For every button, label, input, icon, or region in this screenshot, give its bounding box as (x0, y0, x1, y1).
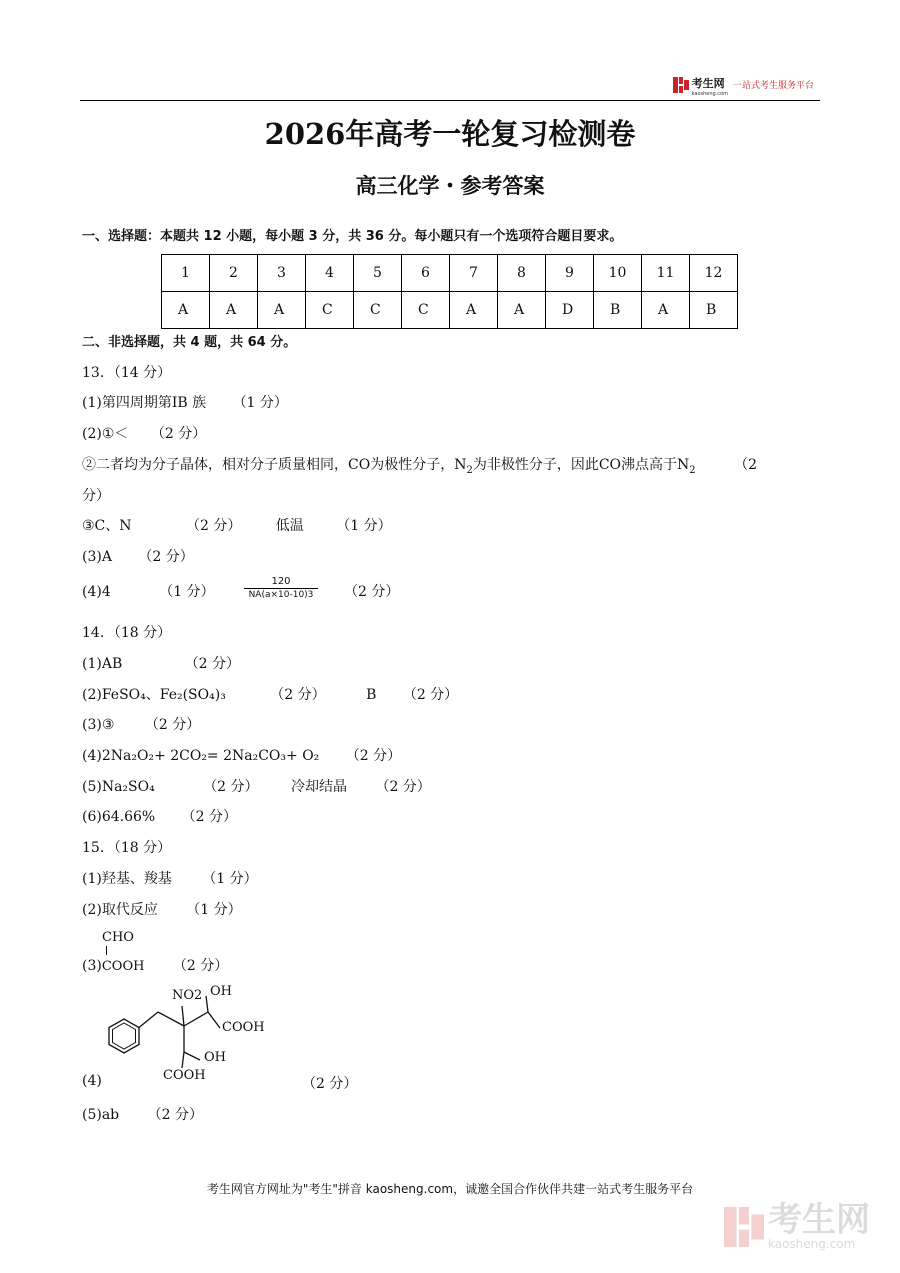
table-cell: 9 (546, 255, 594, 292)
table-cell: 5 (354, 255, 402, 292)
q15-line-1 (82, 868, 258, 888)
answer-text: (5)Na₂SO₄ (82, 779, 155, 795)
table-cell: C (402, 292, 450, 329)
q14-line-1 (82, 653, 240, 673)
watermark-logo-icon (724, 1205, 764, 1249)
score-text: （1 分） (159, 584, 215, 600)
score-text: （2 分） (147, 1107, 203, 1123)
answer-text: 为非极性分子，因此CO沸点高于N (472, 457, 690, 473)
structure-label-no2: NO2 (172, 988, 203, 1003)
score-text: （2 分） (344, 584, 400, 600)
score-text: （2 分） (185, 518, 242, 534)
table-cell: 6 (402, 255, 450, 292)
score-text: （2 分） (345, 748, 402, 764)
answer-text: (5)ab (82, 1107, 120, 1123)
table-cell: 11 (642, 255, 690, 292)
table-cell: 1 (162, 255, 210, 292)
answer-text: ③C、N (82, 518, 132, 534)
structure-label-oh: OH (210, 984, 232, 999)
glyoxylic-cooh: COOH (101, 959, 145, 974)
score-text: （2 分） (375, 779, 431, 795)
watermark-name: 考生网 (768, 1200, 870, 1240)
q13-line-3-cont: 分） (82, 488, 110, 504)
density-fraction (244, 576, 318, 600)
answer-text: (6)64.66% (82, 809, 156, 825)
answer-text: (2)FeSO₄、Fe₂(SO₄)₃ (82, 687, 226, 703)
score-text: （2 分） (144, 717, 201, 733)
fraction-denominator: NA(a×10-10)3 (248, 590, 314, 600)
table-cell: 3 (258, 255, 306, 292)
table-cell: 4 (306, 255, 354, 292)
answer-text: (3) (82, 958, 102, 974)
q14-line-3 (82, 714, 200, 734)
logo-domain: kaosheng.com (691, 91, 728, 97)
table-cell: A (642, 292, 690, 329)
q15-heading: 15．（18 分） (82, 840, 172, 856)
fraction-numerator: 120 (244, 576, 318, 589)
table-cell: A (162, 292, 210, 329)
answer-text: 低温 (275, 518, 304, 534)
page-footer: 考生网官方网址为"考生"拼音 kaosheng.com，诚邀全国合作伙伴共建一站式考生服务平台 (206, 1182, 694, 1196)
section-two-heading: 二、非选择题，共 4 题，共 64 分。 (82, 335, 297, 350)
table-cell: 8 (498, 255, 546, 292)
q14-heading: 14．（18 分） (82, 625, 172, 641)
table-cell: A (450, 292, 498, 329)
q13-line-4 (82, 515, 392, 535)
q15-line-4: (4) (82, 1073, 102, 1089)
score-text: （1 分） (232, 395, 288, 411)
answer-text: (4)2Na₂O₂+ 2CO₂= 2Na₂CO₃+ O₂ (82, 748, 320, 764)
section-one-heading: 一、选择题：本题共 12 小题，每小题 3 分，共 36 分。每小题只有一个选项符合题目要求。 (82, 229, 623, 244)
q15-line-5 (82, 1104, 203, 1124)
watermark-domain: kaosheng.com (768, 1237, 856, 1251)
answer-table-number-row (162, 255, 738, 292)
score-text: （2 分） (203, 779, 259, 795)
table-cell: A (498, 292, 546, 329)
answer-text: 冷却结晶 (291, 779, 347, 795)
logo-slogan: 一站式考生服务平台 (732, 81, 814, 91)
table-cell: 12 (690, 255, 738, 292)
table-cell: 10 (594, 255, 642, 292)
kaosheng-logo-icon (673, 77, 689, 93)
q13-line-5 (82, 546, 194, 566)
q13-line-2 (82, 423, 206, 443)
answer-text: (1)羟基、羧基 (82, 871, 172, 887)
table-cell: D (546, 292, 594, 329)
page-title: 2026年高考一轮复习检测卷 (264, 117, 636, 151)
answer-text: ②二者均为分子晶体，相对分子质量相同，CO为极性分子，N (82, 457, 467, 473)
table-cell: C (306, 292, 354, 329)
table-cell: A (210, 292, 258, 329)
score-text: （2 分） (172, 958, 229, 974)
answer-text: (2)①＜ (82, 426, 129, 442)
answer-text: (3)A (82, 549, 112, 565)
answer-text: B (366, 687, 377, 703)
structure-label-cooh: COOH (163, 1068, 206, 1083)
score-text: （2 (734, 457, 758, 473)
structure-label-oh: OH (204, 1050, 226, 1065)
answer-text: (2)取代反应 (82, 902, 158, 918)
q13-line-1 (82, 392, 288, 412)
subscript: 2 (466, 464, 473, 476)
answer-table-answer-row (162, 292, 738, 329)
table-cell: C (354, 292, 402, 329)
q14-line-2 (82, 684, 458, 704)
score-text: （1 分） (202, 871, 258, 887)
subscript: 2 (689, 464, 696, 476)
answer-text: (3)③ (82, 717, 115, 733)
q15-line-3 (82, 955, 228, 975)
header-rule (80, 100, 820, 101)
answer-text: (4)4 (82, 584, 111, 600)
logo-name: 考生网 (691, 77, 725, 90)
glyoxylic-cho: CHO (102, 930, 134, 945)
q13-line-3 (82, 454, 757, 476)
q15-line-2 (82, 899, 242, 919)
answer-text: (1)AB (82, 656, 123, 672)
table-cell: B (594, 292, 642, 329)
score-text: （2 分） (184, 656, 241, 672)
structure-label-cooh: COOH (222, 1020, 265, 1035)
score-text: （1 分） (186, 902, 242, 918)
bond-line (106, 946, 107, 955)
header-logo (673, 72, 814, 97)
score-text: （2 分） (138, 549, 194, 565)
score-text: （2 分） (181, 809, 238, 825)
table-cell: A (258, 292, 306, 329)
table-cell: 7 (450, 255, 498, 292)
q14-line-5 (82, 776, 431, 796)
score-text: （2 分） (270, 687, 326, 703)
answer-table (161, 254, 738, 329)
watermark (724, 1200, 870, 1251)
score-text: （1 分） (336, 518, 392, 534)
score-text: （2 分） (302, 1076, 358, 1092)
answer-text: (1)第四周期第IB 族 (82, 395, 207, 411)
page-subtitle: 高三化学・参考答案 (355, 174, 545, 198)
score-text: （2 分） (150, 426, 207, 442)
q13-line-6 (82, 581, 215, 601)
q14-line-4 (82, 745, 401, 765)
q13-heading: 13．（14 分） (82, 365, 172, 381)
q14-line-6 (82, 806, 237, 826)
score-text: （2 分） (402, 687, 459, 703)
table-cell: B (690, 292, 738, 329)
table-cell: 2 (210, 255, 258, 292)
